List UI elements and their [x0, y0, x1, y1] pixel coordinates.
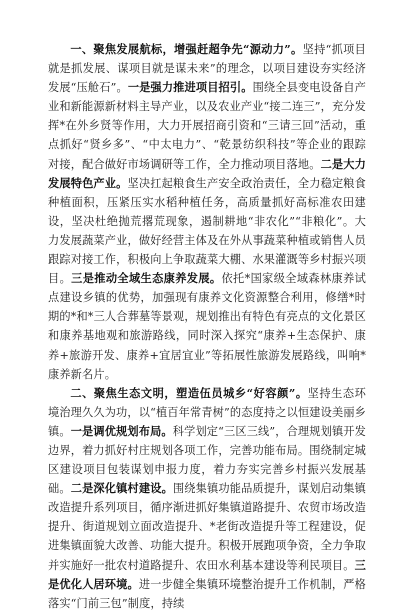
body-text: 坚持“抓项目就是抓发展、谋项目就是谋未来”的理念，以项目建设夯实经济发展“压舱石”。 [48, 43, 366, 95]
section-heading-2: 二、聚焦生态文明，塑造伍员城乡“好容颜”。 [70, 385, 308, 400]
subheading-living-environment: 三是优化人居环境。 [48, 557, 366, 591]
subheading-planning-layout: 一是调优规划布局。 [70, 423, 173, 438]
subheading-town-construction: 二是深化镇村建设。 [70, 481, 173, 496]
subheading-project-attraction: 一是强力推进项目招引。 [127, 80, 253, 95]
body-text: 依托*国家级全域森林康养试点建设乡镇的优势，加强现有康养文化资源整合利用，修缮*时期的*和*三人合葬墓等景观，规划推出有特色有亮点的文化景区和康养基地观和旅游路线，同时深入探究“康养+生态保护、康养+旅游开发、康养+宜居宜业”等拓展性旅游发展路线，叫响*康养新名片。 [48, 272, 367, 381]
body-text: 进一步健全集镇环境整治提升工作机制，严格落实“门前三包”制度，持续 [48, 577, 366, 610]
body-text: 围绕全县变电设备自产业和新能源新材料主导产业，以及农业产业“接二连三”，充分发挥*在外乡贤等作用，大力开展招商引资和“三请三回”活动，重点抓好“贤乡多”、“中太电力”、“乾景纺织科技”等企业的跟踪对接，配合做好市场调研等工作，全力推动项目落地。 [48, 81, 366, 171]
body-text: 坚决扛起粮食生产安全政治责任，全力稳定粮食种植面积，压紧压实水稻种植任务，高质量抓好高标准农田建设，坚决杜绝抛荒撂荒现象，遏制耕地“非农化”“非粮化”。大力发展蔬菜产业，做好经营主体及在外从事蔬菜种植或销售人员跟踪对接工作，积极向上争取蔬菜大棚、水果灌溉等乡村振兴项目。 [48, 176, 366, 286]
body-text: 坚持生态环境治理久久为功，以“植百年常青树”的态度持之以恒建设美丽乡镇。 [48, 386, 366, 438]
paragraph-ecology [48, 384, 366, 613]
subheading-eco-wellness: 三是推动全域生态康养发展。 [71, 271, 222, 286]
paragraph-development [48, 40, 366, 384]
body-text: 围绕集镇功能品质提升，谋划启动集镇改造提升系列项目，循序渐进抓好集镇道路提升、农贸市场改造提升、街道规划立面改造提升、*老街改造提升等工程建设，促进集镇面貌大改善、功能大提升。积极开展跑项争资，全力争取并实施好一批农村道路提升、农田水利基本建设等利民项目。 [48, 482, 366, 572]
body-text: 科学划定“三区三线”，合理规划镇开发边界，着力抓好村庄规划各项工作，完善功能布局。围绕制定城区建设项目包装谋划申报力度，着力夯实完善乡村振兴发展基础。 [48, 424, 366, 496]
section-heading-1: 一、聚焦发展航标，增强赶超争先“源动力”。 [70, 42, 303, 56]
subheading-featured-industry: 二是大力发展特色产业。 [48, 156, 366, 190]
